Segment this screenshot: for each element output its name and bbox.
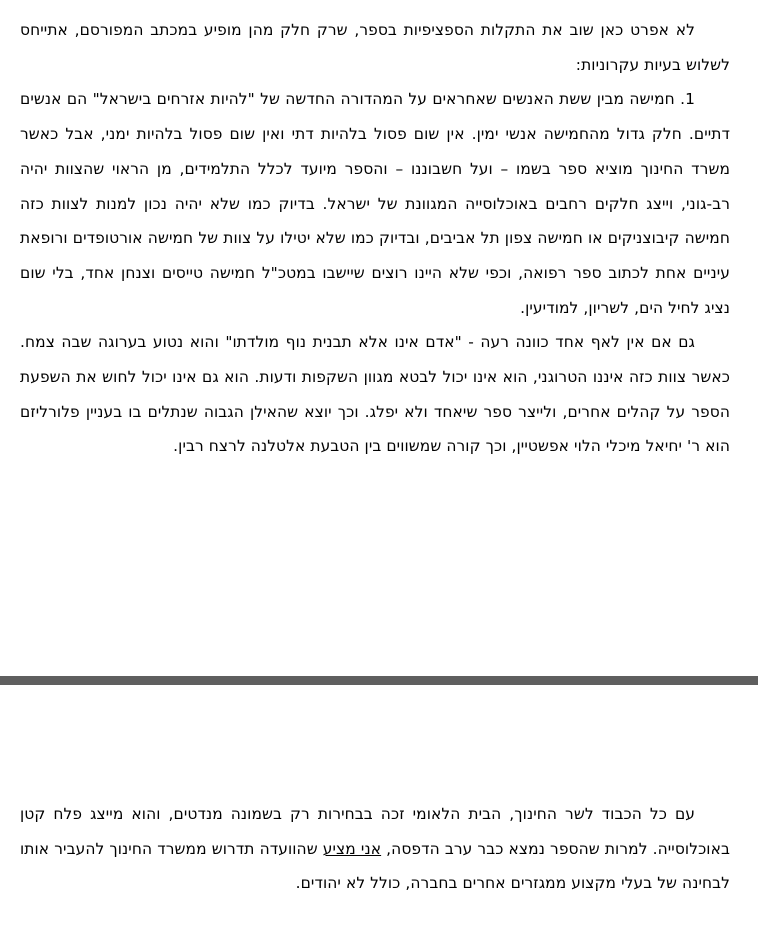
underlined-phrase: אני מציע xyxy=(322,839,382,858)
second-paragraph: גם אם אין לאף אחד כוונה רעה - "אדם אינו אלא תבנית נוף מולדתו" והוא נטוע בערוגה שבה צמח. כאשר צוות כזה איננו הטרוגני, הוא אינו יכול לבטא מגוון השקפות ודעות. הוא גם אינו יכול לחוש את השפעת הספר על קהלים אחרים, ולייצר ספר שיאחד ולא יפלג. וכך יוצא שהאילן הגבוה שנתלים בו בעניין פלורליזם הוא ר' יחיאל מיכלי הלוי אפשטיין, וכך קורה שמשווים בין הטבעת אלטלנה לרצח רבין. xyxy=(20,333,730,456)
document-body-bottom xyxy=(20,797,730,901)
page-separator xyxy=(0,676,758,685)
document-body-top xyxy=(20,13,730,464)
point-1-paragraph: 1. חמישה מבין ששת האנשים שאחראים על המהדורה החדשה של "להיות אזרחים בישראל" הם אנשים דתיים. חלק גדול מהחמישה אנשי ימין. אין שום פסול בלהיות דתי ואין שום פסול בלהיות ימני, אבל כאשר משרד החינוך מוציא ספר בשמו – ועל חשבוננו – והספר מיועד לכלל התלמידים, מן הראוי שהצוות יהיה רב-גוני, וייצג חלקים רחבים באוכלוסייה המגוונת של ישראל. בדיוק כמו שלא יהיה נכון למנות לצוות כזה חמישה קיבוצניקים או חמישה צפון תל אביבים, ובדיוק כמו שלא יטילו על צוות של חמישה אורטופדים ורופאת עיניים אחת לכתוב ספר רפואה, וכפי שלא היינו רוצים שיישבו במטכ"ל חמישה טייסים וצנחן אחד, בלי שום נציג לחיל הים, לשריון, למודיעין. xyxy=(20,90,730,317)
intro-paragraph: לא אפרט כאן שוב את התקלות הספציפיות בספר, שרק חלק מהן מופיע במכתב המפורסם, אתייחס לשלוש בעיות עקרוניות: xyxy=(20,21,730,74)
closing-text-end: שהוועדה תדרוש ממשרד החינוך להעביר אותו לבחינה של בעלי מקצוע ממגזרים אחרים בחברה, כולל לא יהודים. xyxy=(20,839,730,893)
closing-paragraph xyxy=(20,797,730,901)
closing-text-start: עם כל הכבוד לשר החינוך, הבית הלאומי זכה בבחירות רק בשמונה מנדטים, והוא מייצג פלח קטן באוכלוסייה. למרות שהספר נמצא כבר ערב הדפסה, xyxy=(20,805,730,858)
